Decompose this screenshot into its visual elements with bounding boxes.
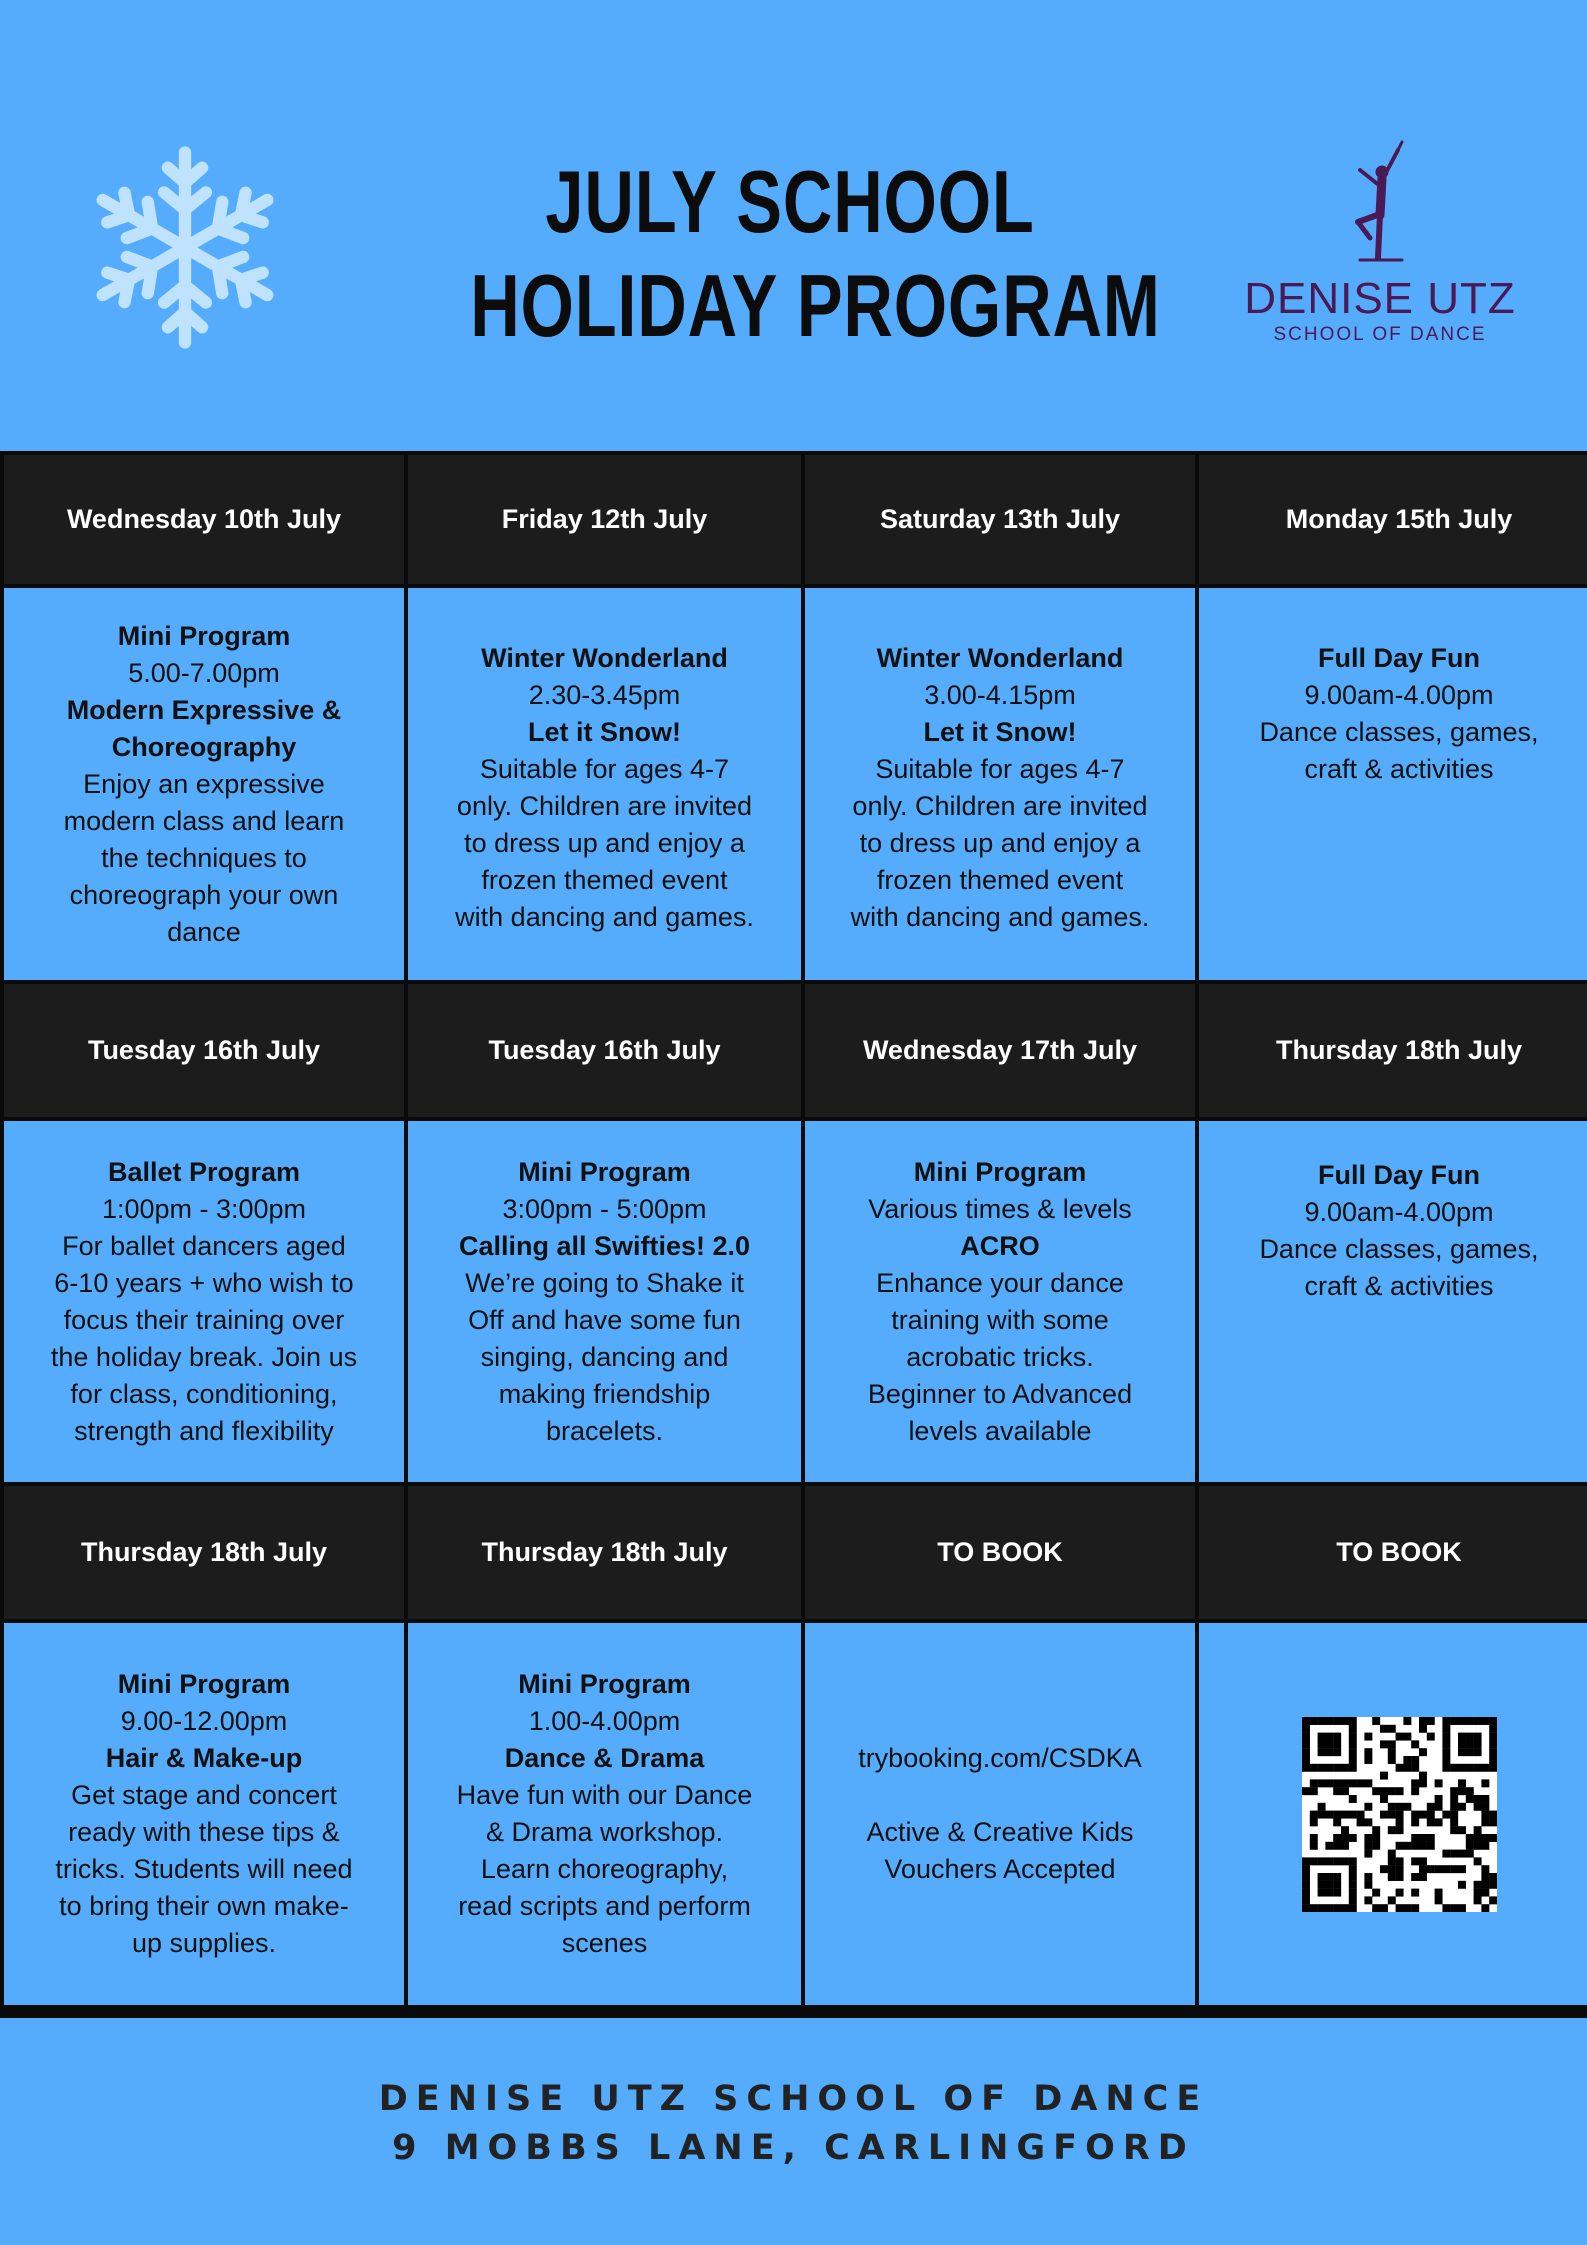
date-header: Wednesday 10th July <box>4 455 404 584</box>
program-heading: Mini Program <box>518 1156 691 1187</box>
program-heading: Full Day Fun <box>1318 643 1480 673</box>
footer <box>0 2075 1587 2173</box>
program-text: scenes <box>561 1928 648 1958</box>
program-heading: Dance & Drama <box>504 1743 705 1773</box>
program-text: 9.00am-4.00pm <box>1304 680 1494 710</box>
date-header: Wednesday 17th July <box>805 984 1195 1117</box>
date-header: Tuesday 16th July <box>408 984 801 1117</box>
program-text: focus their training over <box>63 1304 345 1335</box>
program-text: 9.00-12.00pm <box>120 1706 288 1736</box>
program-text[interactable]: trybooking.com/CSDKA <box>858 1743 1142 1773</box>
date-header: Thursday 18th July <box>408 1486 801 1619</box>
program-text: Get stage and concert <box>71 1780 337 1810</box>
program-text: levels available <box>908 1415 1092 1446</box>
program-text: the techniques to <box>101 842 307 873</box>
program-text: Learn choreography, <box>480 1854 729 1884</box>
program-text: Dance classes, games, <box>1259 717 1539 747</box>
program-text: 3:00pm - 5:00pm <box>502 1193 707 1224</box>
program-cell <box>1199 1121 1587 1482</box>
program-heading: Modern Expressive & <box>66 694 342 725</box>
program-text: ready with these tips & <box>68 1817 340 1847</box>
program-text: with dancing and games. <box>850 902 1150 932</box>
program-heading: Ballet Program <box>107 1156 301 1187</box>
program-text: only. Children are invited <box>456 791 753 821</box>
program-text: For ballet dancers aged <box>62 1230 346 1261</box>
program-text: 1.00-4.00pm <box>528 1706 681 1736</box>
program-cell <box>4 588 404 980</box>
program-text: 3.00-4.15pm <box>924 680 1076 710</box>
program-text: 9.00am-4.00pm <box>1304 1197 1494 1227</box>
program-text: Beginner to Advanced <box>867 1378 1133 1409</box>
title-line-1: JULY SCHOOL <box>545 152 1035 251</box>
program-cell <box>1199 588 1587 980</box>
program-cell <box>805 1623 1195 2005</box>
program-heading: Winter Wonderland <box>481 643 728 673</box>
date-header: TO BOOK <box>805 1486 1195 1619</box>
program-cell <box>1199 1623 1587 2005</box>
program-text: acrobatic tricks. <box>906 1341 1094 1372</box>
program-text: & Drama workshop. <box>485 1817 724 1847</box>
program-heading: Hair & Make-up <box>105 1743 303 1773</box>
program-text: tricks. Students will need <box>55 1854 353 1884</box>
program-text: Enjoy an expressive <box>83 768 325 799</box>
program-text: 5.00-7.00pm <box>128 657 280 688</box>
program-text: for class, conditioning, <box>70 1378 338 1409</box>
schedule-grid <box>0 451 1587 2018</box>
logo-name: DENISE UTZ <box>1244 274 1516 323</box>
program-text: craft & activities <box>1304 1271 1494 1301</box>
program-cell <box>4 1121 404 1482</box>
program-cell <box>805 588 1195 980</box>
program-cell <box>4 1623 404 2005</box>
program-text: frozen themed event <box>876 865 1124 895</box>
dancer-icon <box>1340 140 1420 265</box>
program-heading: Choreography <box>111 731 297 762</box>
date-header: Thursday 18th July <box>1199 984 1587 1117</box>
program-text: only. Children are invited <box>852 791 1148 821</box>
program-text: craft & activities <box>1304 754 1494 784</box>
program-text: Enhance your dance <box>876 1267 1124 1298</box>
footer-address: 9 MOBBS LANE, CARLINGFORD <box>392 2128 1195 2168</box>
program-text: choreograph your own <box>69 879 339 910</box>
date-header: Friday 12th July <box>408 455 801 584</box>
program-text: modern class and learn <box>63 805 345 836</box>
date-header: Thursday 18th July <box>4 1486 404 1619</box>
program-text: strength and flexibility <box>74 1415 334 1446</box>
footer-name: DENISE UTZ SCHOOL OF DANCE <box>378 2079 1209 2119</box>
program-text: frozen themed event <box>481 865 728 895</box>
program-text: Vouchers Accepted <box>884 1854 1116 1884</box>
logo-subtitle: SCHOOL OF DANCE <box>1273 324 1487 345</box>
program-text: to dress up and enjoy a <box>859 828 1141 858</box>
program-cell <box>408 1623 801 2005</box>
program-heading: ACRO <box>960 1230 1040 1261</box>
program-text: training with some <box>891 1304 1109 1335</box>
program-heading: Winter Wonderland <box>876 643 1124 673</box>
program-text: 6-10 years + who wish to <box>54 1267 354 1298</box>
program-text: the holiday break. Join us <box>50 1341 358 1372</box>
program-text: 2.30-3.45pm <box>528 680 681 710</box>
school-logo <box>1230 140 1530 355</box>
program-text: with dancing and games. <box>455 902 754 932</box>
program-text: Various times & levels <box>868 1193 1132 1224</box>
program-heading: Full Day Fun <box>1318 1160 1480 1190</box>
snowflake-icon <box>90 140 280 355</box>
program-heading: Mini Program <box>117 620 291 651</box>
program-text: Dance classes, games, <box>1259 1234 1539 1264</box>
program-text: Suitable for ages 4-7 <box>875 754 1125 784</box>
program-text: making friendship <box>498 1378 711 1409</box>
date-header: Tuesday 16th July <box>4 984 404 1117</box>
date-header: TO BOOK <box>1199 1486 1587 1619</box>
program-text: Off and have some fun <box>468 1304 741 1335</box>
program-text: read scripts and perform <box>458 1891 751 1921</box>
program-text: dance <box>167 916 241 947</box>
date-header: Monday 15th July <box>1199 455 1587 584</box>
program-text: We’re going to Shake it <box>465 1267 744 1298</box>
program-heading: Mini Program <box>913 1156 1087 1187</box>
program-text: Active & Creative Kids <box>866 1817 1134 1847</box>
program-cell <box>408 1121 801 1482</box>
header <box>0 0 1587 450</box>
program-heading: Mini Program <box>518 1669 691 1699</box>
program-text: Have fun with our Dance <box>456 1780 753 1810</box>
program-text: bracelets. <box>545 1415 664 1446</box>
program-text: to dress up and enjoy a <box>464 828 745 858</box>
program-cell <box>408 588 801 980</box>
title-line-2: HOLIDAY PROGRAM <box>470 256 1161 355</box>
program-heading: Mini Program <box>117 1669 291 1699</box>
program-heading: Let it Snow! <box>923 717 1077 747</box>
qr-code-icon[interactable] <box>1302 1717 1497 1912</box>
program-text: Suitable for ages 4-7 <box>479 754 730 784</box>
program-text: singing, dancing and <box>480 1341 729 1372</box>
date-header: Saturday 13th July <box>805 455 1195 584</box>
page-title <box>470 150 1161 358</box>
program-text: 1:00pm - 3:00pm <box>101 1193 307 1224</box>
program-text: to bring their own make- <box>59 1891 349 1921</box>
program-heading: Calling all Swifties! 2.0 <box>458 1230 751 1261</box>
program-heading: Let it Snow! <box>528 717 681 747</box>
program-text: up supplies. <box>131 1928 277 1958</box>
program-cell <box>805 1121 1195 1482</box>
